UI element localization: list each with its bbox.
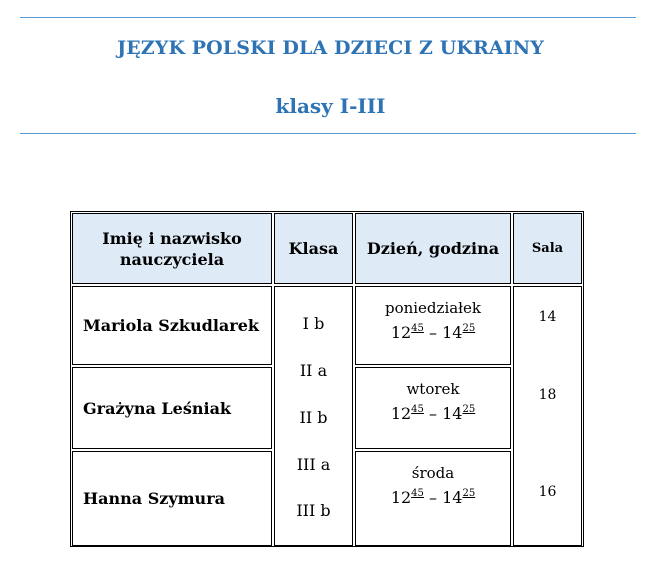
header-teacher-line1: Imię i nazwisko	[102, 228, 242, 248]
time-range: $12^{45} - 14^{25}$	[390, 404, 476, 423]
teacher-cell	[72, 367, 272, 449]
time-range: $12^{45} - 14^{25}$	[390, 488, 476, 507]
bottom-rule	[20, 133, 636, 134]
teacher-name: Mariola Szkudlarek	[83, 316, 259, 335]
day-label: poniedziałek	[384, 299, 482, 317]
class-label: II a	[299, 361, 328, 380]
header-sala-label: Sala	[531, 241, 564, 256]
room-number: 18	[538, 387, 557, 403]
teacher-cell	[72, 286, 272, 365]
day-time-cell	[355, 286, 511, 365]
day-time-cell	[355, 451, 511, 546]
class-label: III b	[296, 501, 331, 520]
schedule-table	[70, 211, 584, 547]
header-day-label: Dzień, godzina	[366, 239, 500, 258]
room-number: 16	[538, 484, 557, 500]
day-label: środa	[411, 464, 455, 482]
time-range: $12^{45} - 14^{25}$	[390, 323, 476, 342]
header-klasa-label: Klasa	[288, 239, 339, 258]
header-teacher-line2: nauczyciela	[119, 249, 225, 269]
classes-cell	[274, 286, 353, 546]
teacher-name: Grażyna Leśniak	[83, 398, 232, 418]
day-time-cell	[355, 367, 511, 449]
rooms-cell	[513, 286, 582, 546]
page-subtitle: klasy I-III	[275, 94, 386, 118]
page-title: JĘZYK POLSKI DLA DZIECI Z UKRAINY	[117, 37, 544, 59]
header-teacher	[72, 213, 272, 284]
header-klasa	[274, 213, 353, 284]
class-label: III a	[296, 455, 331, 474]
header-day	[355, 213, 511, 284]
top-rule	[20, 17, 636, 18]
header-sala	[513, 213, 582, 284]
teacher-name: Hanna Szymura	[83, 489, 225, 508]
teacher-cell	[72, 451, 272, 546]
day-label: wtorek	[406, 380, 460, 398]
room-number: 14	[538, 309, 557, 325]
class-label: I b	[302, 314, 325, 333]
class-label: II b	[299, 408, 328, 427]
